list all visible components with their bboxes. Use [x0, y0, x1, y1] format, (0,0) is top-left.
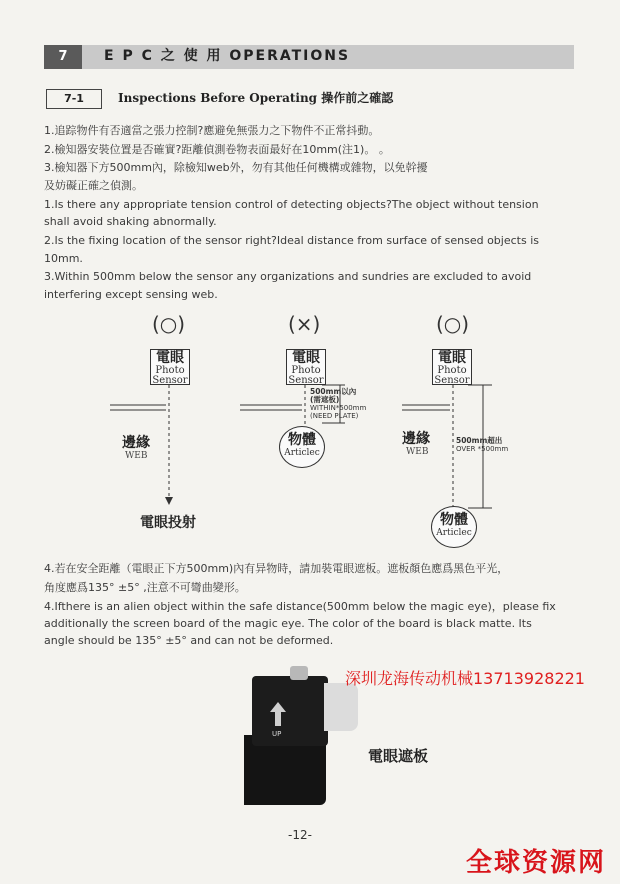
web-edge-label-zh-1: 邊緣	[122, 435, 150, 451]
subsection-number: 7-1	[46, 89, 102, 109]
section-title: E P C 之 使 用 OPERATIONS	[104, 48, 351, 64]
web-edge-label-en-3: WEB	[406, 447, 429, 457]
object-circle-3: 物體 Articlec	[431, 506, 477, 548]
paragraph-en-2-cont: 10mm.	[44, 252, 83, 265]
paragraph-en-3: 3.Within 500mm below the sensor any organizations and sundries are excluded to avoid	[44, 270, 532, 283]
paragraph4-zh-1: 4.若在安全距離（電眼正下方500mm)內有异物時，請加裝電眼遮板。遮板顏色應爲黑色平光，	[44, 562, 509, 575]
paragraph-en-1: 1.Is there any appropriate tension control of detecting objects?The object without tension	[44, 198, 539, 211]
paragraph-en-3-cont: interfering except sensing web.	[44, 288, 218, 301]
up-label: UP	[272, 730, 282, 738]
paragraph-en-1-cont: shall avoid shaking abnormally.	[44, 215, 217, 228]
site-logo: 全球资源网	[466, 848, 607, 878]
paragraph4-en-2: additionally the screen board of the magic eye. The color of the board is black matte. Its	[44, 617, 532, 630]
projection-label: 電眼投射	[140, 515, 196, 531]
wrong-mark: (×)	[288, 312, 321, 336]
paragraph4-zh-2: 角度應爲135° ±5° ,注意不可彎曲變形。	[44, 581, 246, 594]
photo-sensor-image	[252, 676, 328, 746]
paragraph-en-2: 2.Is the fixing location of the sensor right?Ideal distance from surface of sensed objects is	[44, 234, 539, 247]
sensor-lens-image	[324, 683, 358, 731]
paragraph4-en-3: angle should be 135° ±5° and can not be deformed.	[44, 634, 334, 647]
photo-sensor-box-1: 電眼 Photo Sensor	[150, 349, 190, 385]
correct-mark-1: (○)	[152, 312, 186, 336]
photo-sensor-box-3: 電眼 Photo Sensor	[432, 349, 472, 385]
paragraph-zh-3: 3.檢知器下方500mm內，除檢知web外，勿有其他任何機構或雜物，以免幹擾	[44, 161, 428, 174]
contact-watermark: 深圳龙海传动机械13713928221	[345, 669, 585, 688]
paragraph-zh-3-cont: 及妨礙正確之偵測。	[44, 179, 143, 192]
subsection-title: Inspections Before Operating 操作前之確認	[118, 91, 394, 105]
section-number: 7	[44, 45, 82, 69]
photo-sensor-box-2: 電眼 Photo Sensor	[286, 349, 326, 385]
over-note: 500mm超出 OVER *500mm	[456, 436, 509, 453]
web-edge-label-zh-3: 邊緣	[402, 431, 430, 447]
paragraph-zh-2: 2.檢知器安裝位置是否確實?距離偵測卷物表面最好在10mm(注1)。 。	[44, 143, 390, 156]
paragraph-zh-1: 1.追踪物件有否適當之張力控制?應避免無張力之下物件不正常抖動。	[44, 124, 380, 137]
within-note: 500mm以內 (需遮板) WITHIN*500mm (NEED PLATE)	[310, 387, 367, 420]
plate-caption: 電眼遮板	[368, 747, 429, 765]
page-number: -12-	[288, 828, 312, 842]
correct-mark-3: (○)	[436, 312, 470, 336]
up-arrow-icon	[268, 700, 288, 730]
paragraph4-en-1: 4.Ifthere is an alien object within the safe distance(500mm below the magic eye)，please fix	[44, 600, 556, 613]
object-circle-2: 物體 Articlec	[279, 426, 325, 468]
sensor-connector-image	[290, 666, 308, 680]
web-edge-label-en-1: WEB	[125, 451, 148, 461]
